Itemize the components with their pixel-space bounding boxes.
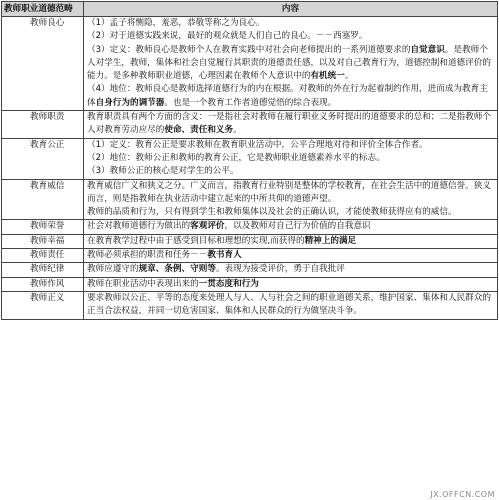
bold-text: 自身行为的调节器 — [95, 97, 165, 108]
header-content: 内容 — [84, 2, 498, 17]
text-segment: 。也是一个教育工作者道德觉悟的综合表现。 — [164, 97, 337, 108]
content-cell — [84, 220, 498, 234]
term-cell: 教师荣誉 — [2, 220, 84, 234]
text-segment: 。 — [344, 71, 354, 82]
bold-text: 规章、条例、守则等 — [138, 264, 216, 275]
content-paragraph — [87, 44, 494, 84]
term-cell: 教育公正 — [2, 138, 84, 179]
content-paragraph — [87, 139, 494, 152]
content-paragraph — [87, 152, 494, 165]
content-paragraph — [87, 278, 494, 291]
text-segment: （2）对于道德实践来说，最好的观众就是人们自己的良心。－－西塞罗。 — [87, 31, 368, 42]
content-paragraph — [87, 263, 494, 276]
content-paragraph — [87, 220, 494, 233]
term-cell: 教师纪律 — [2, 263, 84, 277]
text-segment: 教师的品质和行为，只有得到学生和教师集体以及社会的正确认识，才能使教师获得应有的威信。 — [87, 207, 457, 218]
content-paragraph — [87, 17, 494, 30]
text-segment: （2）地位：教师公正和教师的教育公正，它是教师职业道德素养水平的标志。 — [87, 152, 385, 163]
content-cell — [84, 111, 498, 139]
table-row — [2, 263, 498, 277]
bold-text: 客观评价 — [190, 221, 225, 232]
content-paragraph — [87, 30, 494, 43]
term-cell: 教师作风 — [2, 277, 84, 291]
text-segment: （4）地位：教师良心是教师选择道德行为的内在根据。对教师的外在行为起着制约作用，进而成为教育主体 — [87, 84, 488, 108]
text-segment: 教育职责具有两个方面的含义：一是指社会对教师在履行职业义务时提出的道德要求的总和；二是指教师个人对教育劳动应尽的 — [87, 112, 491, 136]
text-segment: 教师必须承担的职责和任务－－ — [87, 250, 208, 261]
table-row — [2, 179, 498, 220]
text-segment: 教师应遵守的 — [87, 264, 139, 275]
text-segment: ，以及教师对自己行为价值的自我意识 — [224, 221, 371, 232]
table-row — [2, 277, 498, 291]
ethics-table — [1, 1, 498, 320]
bold-text: 一贯态度和行为 — [198, 278, 259, 289]
header-category: 教师职业道德范畴 — [2, 2, 84, 17]
content-paragraph — [87, 111, 494, 138]
bold-text: 精神上的满足 — [304, 235, 357, 246]
table-row — [2, 138, 498, 179]
content-cell — [84, 179, 498, 220]
text-segment: 在教育教学过程中由于感受到目标和理想的实现,而获得的 — [87, 235, 305, 246]
term-cell: 教育威信 — [2, 179, 84, 220]
term-cell: 教师责任 — [2, 249, 84, 263]
bold-text: 教书育人 — [207, 250, 242, 261]
content-cell — [84, 138, 498, 179]
table-row — [2, 249, 498, 263]
bold-text: 自觉意识 — [410, 44, 445, 55]
table-row — [2, 220, 498, 234]
content-paragraph — [87, 292, 494, 319]
content-cell — [84, 263, 498, 277]
term-cell: 教师幸福 — [2, 234, 84, 248]
term-cell: 教师良心 — [2, 17, 84, 111]
text-segment: 。 — [233, 125, 242, 136]
term-cell: 教师职责 — [2, 111, 84, 139]
content-cell — [84, 291, 498, 319]
text-segment: （3）教师公正的核心是对学生的公平。 — [87, 166, 239, 177]
content-paragraph — [87, 206, 494, 219]
bold-text: 使命、责任和义务 — [164, 125, 234, 136]
content-paragraph — [87, 83, 494, 110]
content-cell — [84, 249, 498, 263]
text-segment: 。是教师个人对学生，教师，集体和社会自觉履行其职责的道德责任感，以及对自己教育行为，道德控制和道德评价的能力。是多种教师职业道德，心理因素在教师个人意识中的 — [87, 44, 491, 82]
header-row — [2, 2, 498, 17]
text-segment: （1）孟子将恻隐，羞恶，恭敬等称之为良心。 — [87, 18, 265, 28]
table-row — [2, 17, 498, 111]
text-segment: （3）定义：教师良心是教师个人在教育实践中对社会向老师提出的一系列道德要求的 — [87, 44, 411, 55]
table-row — [2, 111, 498, 139]
text-segment: 社会对教师道德行为做出的 — [87, 221, 191, 232]
bold-text: 有机统一 — [310, 71, 345, 82]
content-cell — [84, 17, 498, 111]
content-paragraph — [87, 249, 494, 262]
watermark: JX.OFFCN.COM — [430, 490, 495, 499]
text-segment: 要求教师以公正、平等的态度来处理人与人、人与社会之间的职业道德关系，维护国家、集体和人民群众的正当合法权益，并同一切危害国家、集体和人民群众的行为做坚决斗争。 — [87, 292, 491, 317]
text-segment: （1）定义：教育公正是要求教师在教育职业活动中，公平合理地对待和评价全体合作者。 — [87, 139, 428, 150]
content-paragraph — [87, 180, 494, 207]
text-segment: 教育威信广义和狭义之分。广义而言，指教育行业特别是整体的学校教育，在社会生活中的道德信誉。狭义而言，则是指教师在执业活动中建立起来的中所共仰的道德声望。 — [87, 180, 491, 204]
content-cell — [84, 234, 498, 248]
content-paragraph — [87, 165, 494, 178]
text-segment: 。表现为接受评价，勇于自我批评 — [215, 264, 345, 275]
table-row — [2, 234, 498, 248]
content-cell — [84, 277, 498, 291]
table-row — [2, 291, 498, 319]
text-segment: 教师在职业活动中表现出来的 — [87, 278, 199, 289]
term-cell: 教师正义 — [2, 291, 84, 319]
content-paragraph — [87, 235, 494, 248]
